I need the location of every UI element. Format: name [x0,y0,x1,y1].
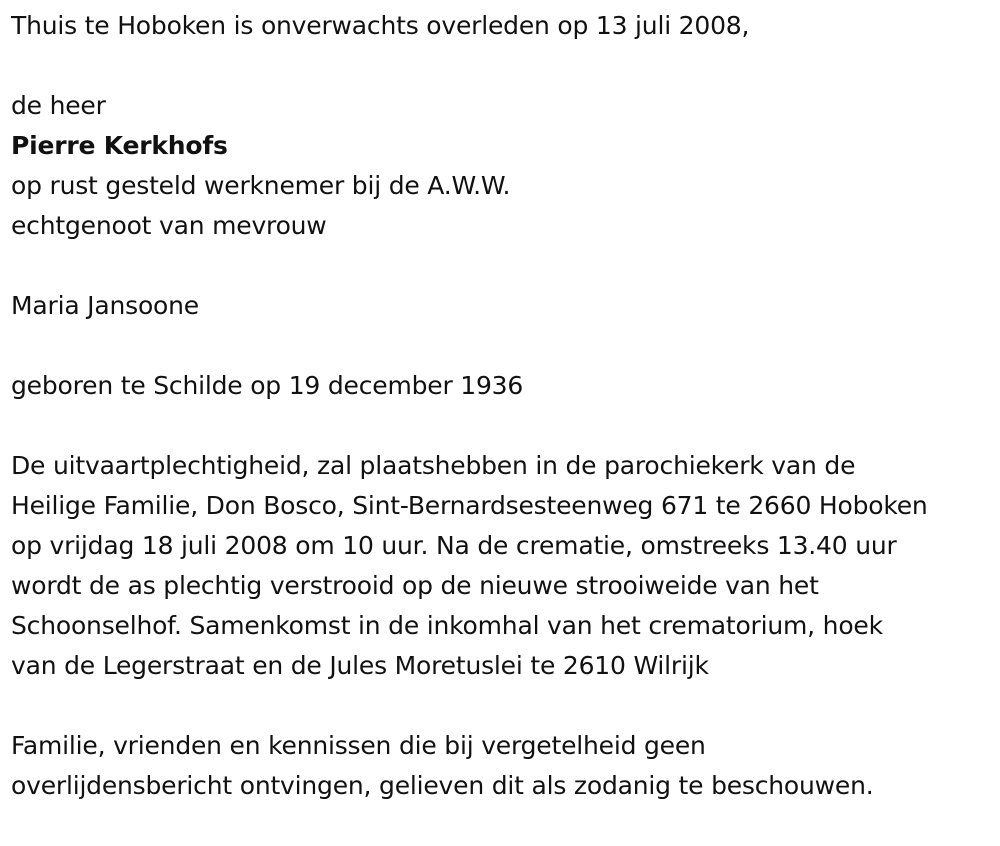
ceremony-line: De uitvaartplechtigheid, zal plaatshebben in de parochiekerk van de [11,451,856,480]
death-notice [11,6,996,806]
spouse-intro: echtgenoot van mevrouw [11,211,327,240]
blank-line [11,406,996,446]
ceremony-line: op vrijdag 18 juli 2008 om 10 uur. Na de crematie, omstreeks 13.40 uur [11,531,897,560]
ceremony-line: Schoonselhof. Samenkomst in de inkomhal van het crematorium, hoek [11,611,883,640]
blank-line [11,686,996,726]
spouse-name: Maria Jansoone [11,291,199,320]
ceremony-line: wordt de as plechtig verstrooid op de nieuwe strooiweide van het [11,571,819,600]
blank-line [11,46,996,86]
birth-info: geboren te Schilde op 19 december 1936 [11,371,524,400]
salutation: de heer [11,91,106,120]
blank-line [11,326,996,366]
deceased-name: Pierre Kerkhofs [11,131,228,160]
blank-line [11,246,996,286]
ceremony-line: Heilige Familie, Don Bosco, Sint-Bernardsesteenweg 671 te 2660 Hoboken [11,491,928,520]
intro-line: Thuis te Hoboken is onverwachts overleden op 13 juli 2008, [11,11,750,40]
closing-line: Familie, vrienden en kennissen die bij vergetelheid geen [11,731,706,760]
closing-line: overlijdensbericht ontvingen, gelieven dit als zodanig te beschouwen. [11,771,874,800]
occupation: op rust gesteld werknemer bij de A.W.W. [11,171,511,200]
ceremony-line: van de Legerstraat en de Jules Moretuslei te 2610 Wilrijk [11,651,709,680]
